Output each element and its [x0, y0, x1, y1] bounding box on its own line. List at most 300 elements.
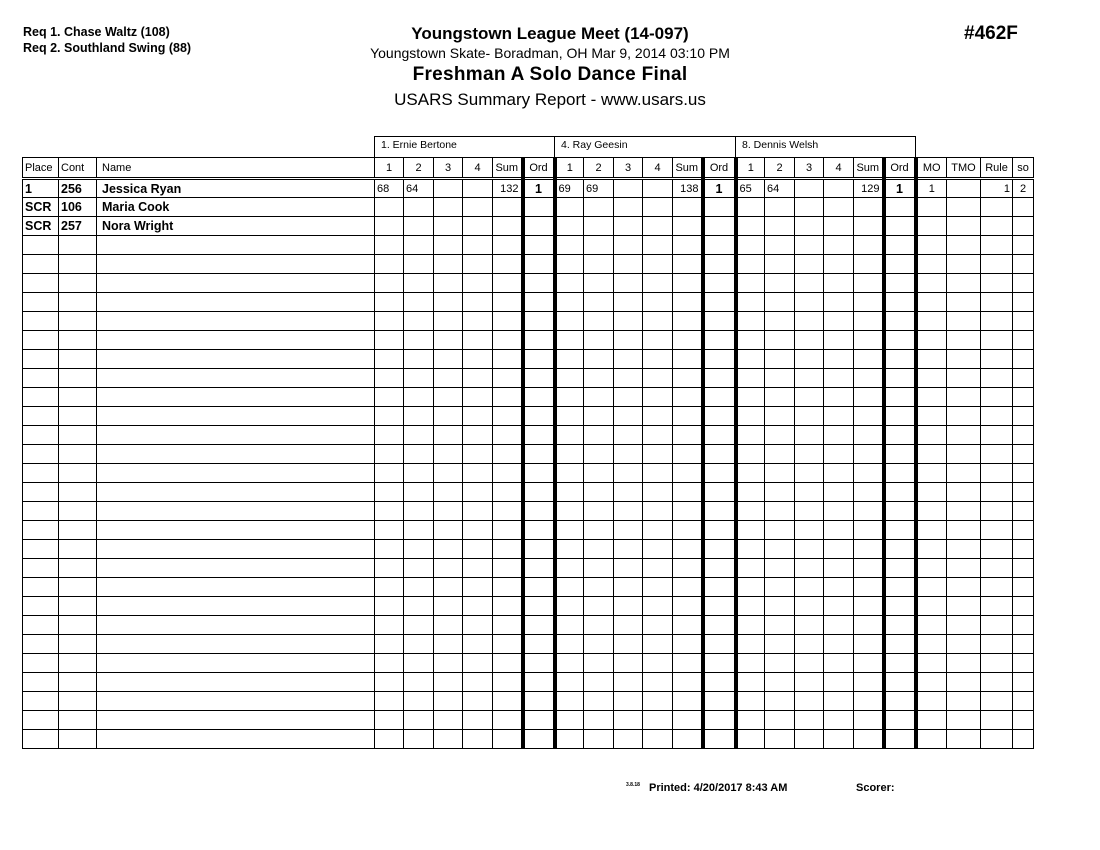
- empty-cell: [59, 445, 97, 464]
- empty-cell: [916, 483, 947, 502]
- empty-cell: [97, 331, 375, 350]
- empty-cell: [765, 274, 795, 293]
- empty-cell: [59, 293, 97, 312]
- empty-cell: [854, 426, 884, 445]
- empty-cell: [916, 711, 947, 730]
- empty-cell: [434, 445, 463, 464]
- empty-row: [23, 616, 1034, 635]
- empty-cell: [947, 312, 981, 331]
- empty-cell: [463, 483, 493, 502]
- empty-cell: [916, 540, 947, 559]
- empty-cell: [493, 673, 523, 692]
- empty-cell: [673, 597, 703, 616]
- empty-cell: [523, 293, 555, 312]
- empty-cell: [555, 407, 584, 426]
- judge-header-2: 4. Ray Geesin: [554, 136, 736, 157]
- empty-cell: [854, 293, 884, 312]
- empty-cell: [463, 692, 493, 711]
- empty-cell: [854, 445, 884, 464]
- empty-cell: [555, 597, 584, 616]
- empty-cell: [703, 540, 736, 559]
- empty-cell: [523, 464, 555, 483]
- empty-cell: [434, 692, 463, 711]
- empty-cell: [854, 407, 884, 426]
- empty-cell: [614, 464, 643, 483]
- empty-cell: [23, 331, 59, 350]
- empty-cell: [59, 635, 97, 654]
- empty-cell: [824, 312, 854, 331]
- empty-cell: [614, 236, 643, 255]
- empty-cell: [1013, 426, 1034, 445]
- empty-row: [23, 350, 1034, 369]
- score-cell: [404, 198, 434, 217]
- empty-cell: [584, 255, 614, 274]
- empty-cell: [703, 426, 736, 445]
- empty-cell: [824, 255, 854, 274]
- empty-row: [23, 331, 1034, 350]
- empty-cell: [916, 274, 947, 293]
- empty-cell: [947, 559, 981, 578]
- empty-cell: [884, 407, 916, 426]
- sum-cell: [493, 217, 523, 236]
- empty-cell: [1013, 274, 1034, 293]
- empty-cell: [765, 236, 795, 255]
- score-cell: [614, 217, 643, 236]
- empty-cell: [23, 635, 59, 654]
- empty-cell: [916, 616, 947, 635]
- empty-cell: [824, 711, 854, 730]
- empty-cell: [523, 274, 555, 293]
- col-rule: Rule: [981, 158, 1013, 179]
- col-place: Place: [23, 158, 59, 179]
- empty-cell: [703, 502, 736, 521]
- empty-cell: [463, 312, 493, 331]
- empty-cell: [981, 293, 1013, 312]
- empty-cell: [375, 312, 404, 331]
- empty-cell: [884, 255, 916, 274]
- empty-cell: [884, 616, 916, 635]
- ord-cell: 1: [523, 179, 555, 198]
- empty-cell: [673, 350, 703, 369]
- tmo-cell: [947, 217, 981, 236]
- empty-cell: [947, 654, 981, 673]
- empty-cell: [59, 711, 97, 730]
- empty-cell: [523, 521, 555, 540]
- score-cell: [584, 217, 614, 236]
- empty-cell: [434, 464, 463, 483]
- empty-cell: [59, 483, 97, 502]
- empty-cell: [434, 236, 463, 255]
- empty-cell: [23, 255, 59, 274]
- score-cell: [463, 198, 493, 217]
- empty-cell: [404, 597, 434, 616]
- empty-cell: [375, 578, 404, 597]
- empty-cell: [981, 616, 1013, 635]
- score-cell: [795, 179, 824, 198]
- empty-cell: [493, 521, 523, 540]
- empty-cell: [947, 730, 981, 749]
- empty-cell: [404, 692, 434, 711]
- empty-cell: [981, 407, 1013, 426]
- score-cell: [824, 217, 854, 236]
- empty-cell: [463, 293, 493, 312]
- empty-cell: [947, 350, 981, 369]
- empty-cell: [643, 711, 673, 730]
- empty-row: [23, 711, 1034, 730]
- empty-cell: [643, 312, 673, 331]
- empty-cell: [736, 445, 765, 464]
- empty-cell: [493, 426, 523, 445]
- empty-cell: [555, 673, 584, 692]
- cont-cell: 106: [59, 198, 97, 217]
- empty-cell: [643, 483, 673, 502]
- empty-cell: [375, 369, 404, 388]
- empty-cell: [736, 483, 765, 502]
- event-title: Freshman A Solo Dance Final: [412, 64, 688, 85]
- empty-cell: [97, 692, 375, 711]
- table-row: [23, 217, 1034, 236]
- empty-cell: [1013, 673, 1034, 692]
- empty-cell: [795, 236, 824, 255]
- tmo-cell: [947, 179, 981, 198]
- empty-cell: [884, 331, 916, 350]
- empty-cell: [795, 540, 824, 559]
- empty-cell: [673, 502, 703, 521]
- empty-cell: [434, 578, 463, 597]
- empty-cell: [584, 711, 614, 730]
- empty-cell: [884, 483, 916, 502]
- empty-cell: [1013, 597, 1034, 616]
- empty-cell: [981, 502, 1013, 521]
- empty-cell: [1013, 540, 1034, 559]
- empty-cell: [884, 502, 916, 521]
- score-cell: [643, 179, 673, 198]
- empty-cell: [493, 730, 523, 749]
- empty-cell: [434, 730, 463, 749]
- empty-cell: [523, 426, 555, 445]
- empty-cell: [947, 369, 981, 388]
- empty-cell: [854, 616, 884, 635]
- empty-cell: [673, 711, 703, 730]
- empty-cell: [404, 730, 434, 749]
- empty-cell: [463, 635, 493, 654]
- j3-col-4: 4: [824, 158, 854, 179]
- empty-cell: [981, 388, 1013, 407]
- empty-cell: [404, 673, 434, 692]
- empty-cell: [404, 502, 434, 521]
- empty-cell: [555, 350, 584, 369]
- empty-cell: [614, 635, 643, 654]
- empty-cell: [854, 483, 884, 502]
- empty-cell: [493, 559, 523, 578]
- empty-cell: [404, 255, 434, 274]
- empty-cell: [947, 597, 981, 616]
- empty-cell: [854, 388, 884, 407]
- empty-cell: [981, 331, 1013, 350]
- empty-cell: [673, 464, 703, 483]
- empty-cell: [947, 274, 981, 293]
- empty-cell: [97, 711, 375, 730]
- empty-cell: [23, 673, 59, 692]
- empty-cell: [1013, 711, 1034, 730]
- empty-cell: [97, 578, 375, 597]
- empty-row: [23, 559, 1034, 578]
- empty-cell: [673, 730, 703, 749]
- empty-cell: [555, 388, 584, 407]
- empty-cell: [824, 692, 854, 711]
- empty-cell: [795, 312, 824, 331]
- empty-cell: [736, 559, 765, 578]
- empty-cell: [736, 616, 765, 635]
- empty-cell: [765, 616, 795, 635]
- empty-cell: [97, 255, 375, 274]
- empty-cell: [765, 369, 795, 388]
- empty-cell: [463, 350, 493, 369]
- empty-cell: [59, 331, 97, 350]
- empty-cell: [97, 597, 375, 616]
- empty-cell: [673, 426, 703, 445]
- empty-cell: [97, 616, 375, 635]
- empty-cell: [736, 464, 765, 483]
- j3-col-sum: Sum: [854, 158, 884, 179]
- empty-cell: [584, 673, 614, 692]
- empty-cell: [916, 692, 947, 711]
- j2-col-1: 1: [555, 158, 584, 179]
- empty-cell: [673, 483, 703, 502]
- empty-row: [23, 597, 1034, 616]
- empty-cell: [916, 426, 947, 445]
- empty-cell: [854, 255, 884, 274]
- empty-cell: [1013, 236, 1034, 255]
- empty-cell: [97, 521, 375, 540]
- empty-cell: [643, 350, 673, 369]
- empty-cell: [736, 597, 765, 616]
- empty-cell: [884, 711, 916, 730]
- score-cell: [736, 198, 765, 217]
- empty-cell: [1013, 654, 1034, 673]
- empty-cell: [824, 407, 854, 426]
- empty-cell: [795, 578, 824, 597]
- cont-cell: 257: [59, 217, 97, 236]
- empty-cell: [884, 654, 916, 673]
- report-title: USARS Summary Report - www.usars.us: [394, 90, 706, 109]
- empty-cell: [765, 293, 795, 312]
- empty-cell: [736, 654, 765, 673]
- empty-cell: [703, 730, 736, 749]
- ord-cell: 1: [703, 179, 736, 198]
- empty-cell: [555, 654, 584, 673]
- empty-cell: [59, 369, 97, 388]
- mo-cell: 1: [916, 179, 947, 198]
- empty-cell: [614, 559, 643, 578]
- empty-cell: [555, 730, 584, 749]
- empty-cell: [673, 388, 703, 407]
- ord-cell: [884, 198, 916, 217]
- empty-cell: [463, 521, 493, 540]
- j3-col-3: 3: [795, 158, 824, 179]
- empty-cell: [375, 692, 404, 711]
- empty-cell: [736, 711, 765, 730]
- score-cell: 65: [736, 179, 765, 198]
- j1-col-1: 1: [375, 158, 404, 179]
- empty-cell: [584, 578, 614, 597]
- empty-cell: [584, 312, 614, 331]
- empty-cell: [1013, 331, 1034, 350]
- empty-cell: [884, 426, 916, 445]
- empty-cell: [434, 274, 463, 293]
- empty-cell: [523, 312, 555, 331]
- empty-cell: [854, 730, 884, 749]
- empty-cell: [765, 407, 795, 426]
- sum-cell: [854, 217, 884, 236]
- col-cont: Cont: [59, 158, 97, 179]
- sum-cell: [673, 198, 703, 217]
- empty-cell: [884, 464, 916, 483]
- empty-cell: [981, 730, 1013, 749]
- score-cell: [795, 198, 824, 217]
- empty-cell: [493, 274, 523, 293]
- empty-cell: [703, 559, 736, 578]
- empty-cell: [981, 578, 1013, 597]
- empty-cell: [795, 445, 824, 464]
- empty-cell: [614, 369, 643, 388]
- empty-cell: [463, 274, 493, 293]
- mo-cell: [916, 198, 947, 217]
- score-cell: [643, 198, 673, 217]
- empty-cell: [981, 255, 1013, 274]
- empty-cell: [981, 464, 1013, 483]
- empty-cell: [795, 692, 824, 711]
- empty-cell: [884, 236, 916, 255]
- empty-cell: [463, 445, 493, 464]
- empty-cell: [523, 597, 555, 616]
- empty-cell: [434, 388, 463, 407]
- empty-cell: [703, 312, 736, 331]
- empty-cell: [404, 350, 434, 369]
- empty-cell: [375, 730, 404, 749]
- empty-cell: [884, 350, 916, 369]
- empty-cell: [584, 293, 614, 312]
- empty-cell: [404, 540, 434, 559]
- empty-cell: [703, 274, 736, 293]
- empty-cell: [584, 274, 614, 293]
- empty-cell: [854, 578, 884, 597]
- empty-row: [23, 692, 1034, 711]
- empty-cell: [947, 445, 981, 464]
- empty-cell: [765, 597, 795, 616]
- empty-cell: [1013, 521, 1034, 540]
- col-so: so: [1013, 158, 1034, 179]
- empty-cell: [404, 711, 434, 730]
- empty-cell: [795, 293, 824, 312]
- empty-cell: [703, 616, 736, 635]
- empty-cell: [947, 692, 981, 711]
- empty-cell: [736, 673, 765, 692]
- empty-cell: [434, 369, 463, 388]
- empty-cell: [884, 597, 916, 616]
- empty-cell: [765, 559, 795, 578]
- empty-cell: [854, 331, 884, 350]
- j1-col-2: 2: [404, 158, 434, 179]
- empty-cell: [795, 635, 824, 654]
- empty-cell: [584, 559, 614, 578]
- empty-cell: [643, 445, 673, 464]
- empty-cell: [523, 369, 555, 388]
- empty-cell: [673, 331, 703, 350]
- empty-cell: [97, 464, 375, 483]
- empty-cell: [434, 559, 463, 578]
- empty-cell: [916, 331, 947, 350]
- empty-cell: [643, 654, 673, 673]
- empty-cell: [981, 635, 1013, 654]
- empty-cell: [736, 388, 765, 407]
- empty-cell: [523, 331, 555, 350]
- empty-cell: [1013, 559, 1034, 578]
- empty-cell: [947, 464, 981, 483]
- empty-cell: [614, 293, 643, 312]
- empty-cell: [555, 692, 584, 711]
- empty-cell: [584, 407, 614, 426]
- empty-cell: [1013, 255, 1034, 274]
- empty-cell: [404, 312, 434, 331]
- empty-cell: [404, 521, 434, 540]
- empty-cell: [884, 445, 916, 464]
- empty-cell: [916, 559, 947, 578]
- empty-cell: [584, 616, 614, 635]
- empty-cell: [404, 559, 434, 578]
- sum-cell: [673, 217, 703, 236]
- empty-cell: [463, 236, 493, 255]
- empty-cell: [555, 369, 584, 388]
- empty-cell: [97, 350, 375, 369]
- empty-cell: [916, 236, 947, 255]
- empty-cell: [97, 673, 375, 692]
- empty-cell: [97, 559, 375, 578]
- empty-cell: [981, 559, 1013, 578]
- empty-cell: [614, 692, 643, 711]
- empty-cell: [555, 293, 584, 312]
- place-cell: 1: [23, 179, 59, 198]
- empty-cell: [673, 578, 703, 597]
- empty-cell: [854, 312, 884, 331]
- score-cell: [555, 217, 584, 236]
- empty-cell: [947, 578, 981, 597]
- empty-cell: [59, 654, 97, 673]
- empty-cell: [523, 730, 555, 749]
- empty-cell: [643, 407, 673, 426]
- empty-cell: [404, 635, 434, 654]
- empty-cell: [736, 426, 765, 445]
- empty-cell: [523, 578, 555, 597]
- empty-cell: [23, 711, 59, 730]
- empty-cell: [463, 597, 493, 616]
- empty-cell: [97, 483, 375, 502]
- empty-cell: [643, 616, 673, 635]
- empty-cell: [614, 331, 643, 350]
- empty-row: [23, 654, 1034, 673]
- score-cell: 69: [584, 179, 614, 198]
- empty-cell: [584, 445, 614, 464]
- empty-row: [23, 426, 1034, 445]
- table-row: [23, 198, 1034, 217]
- empty-cell: [765, 483, 795, 502]
- empty-cell: [23, 350, 59, 369]
- empty-cell: [434, 635, 463, 654]
- empty-cell: [23, 540, 59, 559]
- empty-row: [23, 312, 1034, 331]
- so-cell: [1013, 198, 1034, 217]
- empty-cell: [23, 388, 59, 407]
